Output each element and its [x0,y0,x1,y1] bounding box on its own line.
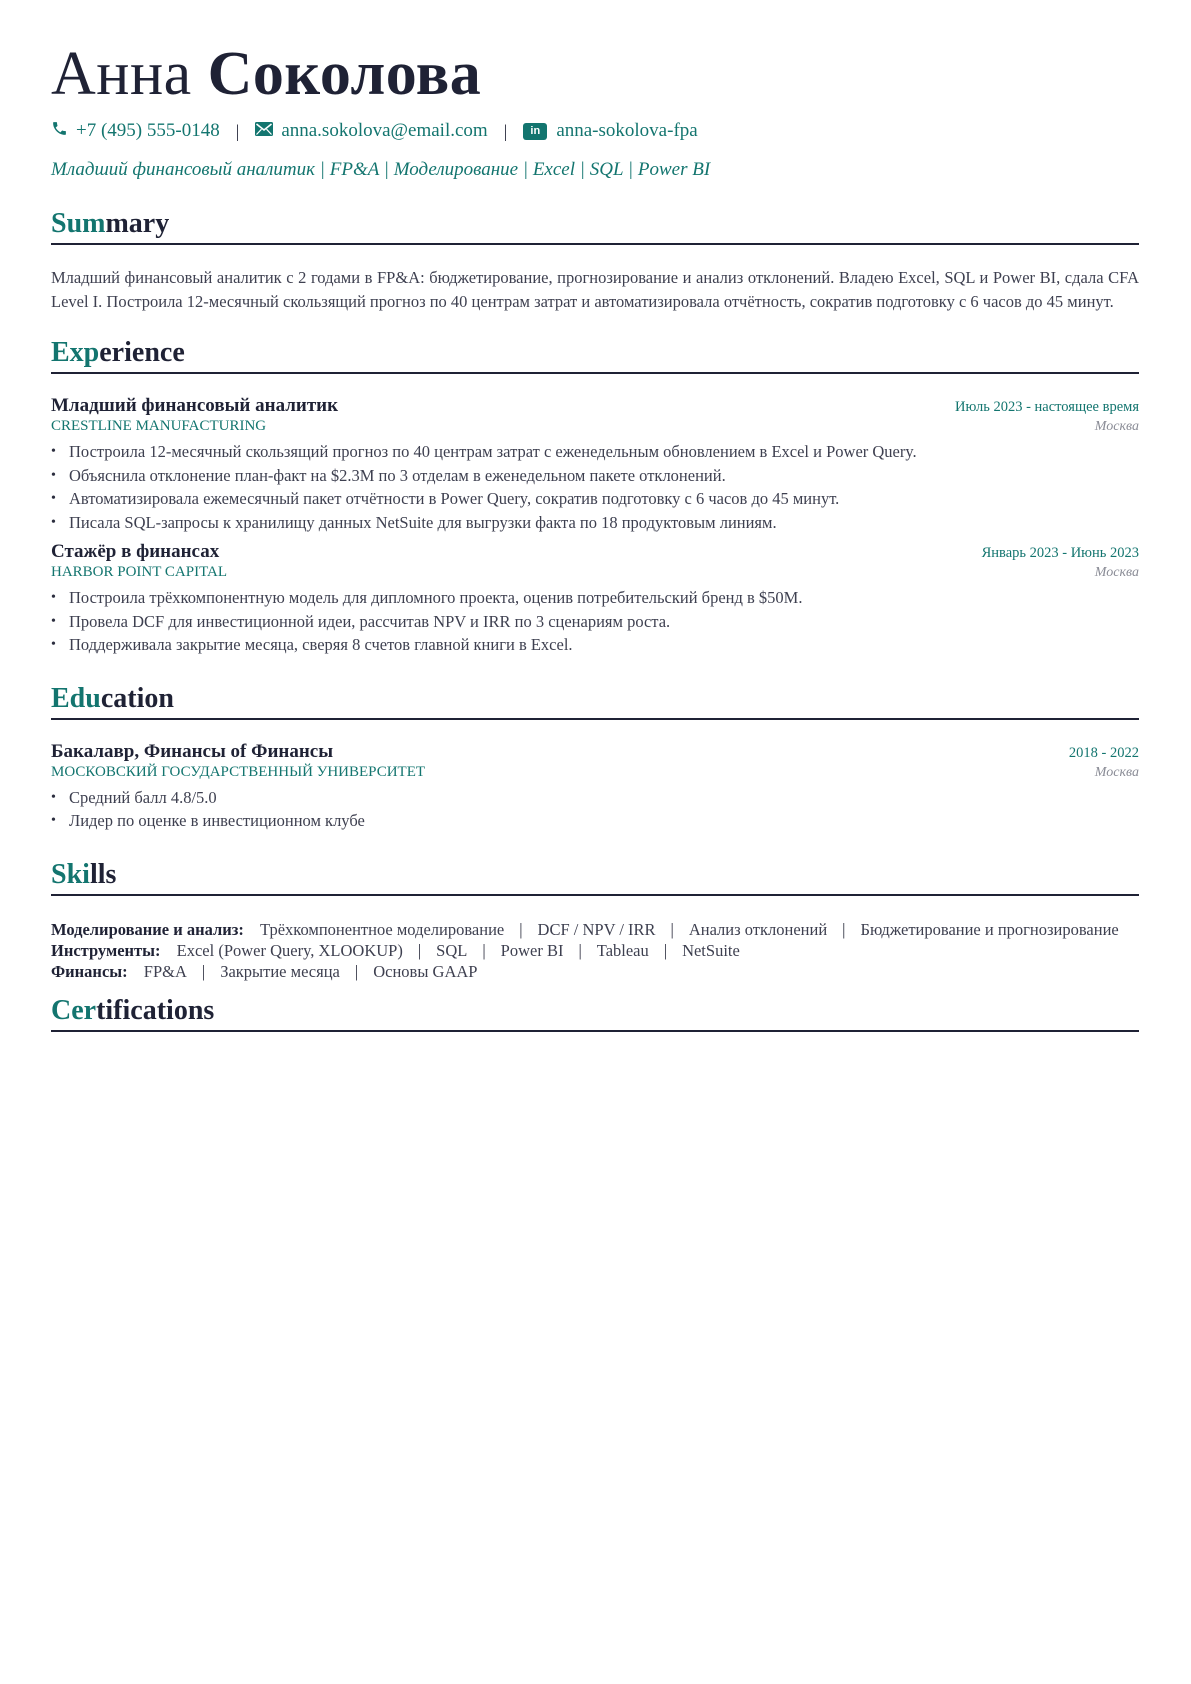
headline-tagline: Младший финансовый аналитик | FP&A | Моделирование | Excel | SQL | Power BI [51,159,711,180]
list-item: • Объяснила отклонение план-факт на $2.3M по 3 отделам в еженедельном пакете отклонений. [51,464,1139,488]
skill-item: Анализ отклонений [688,919,828,939]
skills-list [51,919,1139,982]
skill-item: NetSuite [682,940,740,960]
linkedin-icon: in [523,123,547,140]
skill-row [51,919,1139,940]
list-item: • Писала SQL-запросы к хранилищу данных NetSuite для выгрузки факта по 18 продуктовым линиям. [51,511,1139,535]
education-location: Москва [1094,764,1139,780]
skill-item: Power BI [500,940,564,960]
linkedin-text: anna-sokolova-fpa [556,120,698,141]
job-dates: Июль 2023 - настоящее время [955,399,1139,415]
candidate-name [51,38,1139,110]
skill-separator: | [482,940,486,960]
contact-separator: | [235,120,240,141]
skill-item: Основы GAAP [373,961,478,981]
education-bullets [51,786,1139,833]
skill-item: Tableau [596,940,649,960]
contact-line [51,118,1139,144]
skill-item: Бюджетирование и прогнозирование [860,919,1119,939]
phone-contact[interactable] [51,120,220,143]
list-item: • Средний балл 4.8/5.0 [51,786,1139,810]
education-dates: 2018 - 2022 [1068,744,1139,761]
skill-item: SQL [436,940,468,960]
skill-separator: | [578,940,582,960]
summary-section [51,207,1139,313]
first-name: Анна [51,40,192,108]
experience-entry [51,395,1139,534]
degree-title: Бакалавр, Финансы of Финансы [51,740,334,762]
skill-category: Финансы: [51,961,128,981]
summary-text: Младший финансовый аналитик с 2 годами в FP&A: бюджетирование, прогнозирование и анализ отклонений. Владею Excel, SQL и Power BI, сдала CFA Level I. Построила 12-месячный скользящий прогноз по 40 центрам затрат и автоматизировала отчётность, сократив подготовку с 6 часов до 45 минут. [51,268,1139,311]
certifications-heading: Certifications [51,994,1139,1032]
list-item: • Построила 12-месячный скользящий прогноз по 40 центрам затрат с еженедельным обновлением в Excel и Power Query. [51,440,1139,464]
certifications-section [51,994,1139,1032]
list-item: • Поддерживала закрытие месяца, сверяя 8 счетов главной книги в Excel. [51,633,1139,657]
skill-category: Моделирование и анализ: [51,919,244,939]
email-contact[interactable] [255,120,487,142]
envelope-icon [255,120,273,142]
job-location: Москва [1094,419,1139,434]
list-item: • Провела DCF для инвестиционной идеи, рассчитав NPV и IRR по 3 сценариям роста. [51,610,1139,634]
skills-heading: Skills [51,858,1139,896]
education-section [51,682,1139,833]
skill-item: Закрытие месяца [220,961,340,981]
skill-separator: | [519,919,523,939]
list-item: • Лидер по оценке в инвестиционном клубе [51,809,1139,833]
skill-item: FP&A [143,961,187,981]
skills-section [51,858,1139,982]
skill-item: DCF / NPV / IRR [537,919,656,939]
education-heading: Education [51,682,1139,720]
job-location: Москва [1094,565,1139,580]
skill-separator: | [354,961,359,981]
linkedin-contact[interactable] [523,120,697,142]
job-title: Стажёр в финансах [51,541,220,562]
skill-item: Трёхкомпонентное моделирование [260,919,505,939]
list-item: • Построила трёхкомпонентную модель для дипломного проекта, оценив потребительский бренд в $50M. [51,586,1139,610]
phone-text: +7 (495) 555-0148 [76,120,220,141]
skill-category: Инструменты: [51,940,161,960]
job-bullets [51,440,1139,534]
company-name: HARBOR POINT CAPITAL [51,564,228,580]
skill-separator: | [201,961,206,981]
phone-icon [51,120,68,143]
skill-separator: | [670,919,674,939]
job-dates: Январь 2023 - Июнь 2023 [981,545,1139,561]
skill-row [51,961,1139,982]
job-title: Младший финансовый аналитик [51,395,339,416]
last-name: Соколова [207,40,482,108]
skill-item: Excel (Power Query, XLOOKUP) [176,940,403,960]
skill-separator: | [417,940,422,960]
email-text: anna.sokolova@email.com [281,120,488,141]
education-entry [51,741,1139,833]
experience-section [51,336,1139,657]
skill-separator: | [842,919,846,939]
job-bullets [51,586,1139,657]
summary-heading: Summary [51,207,1139,245]
skill-separator: | [663,940,668,960]
university-name: МОСКОВСКИЙ ГОСУДАРСТВЕННЫЙ УНИВЕРСИТЕТ [51,763,426,780]
experience-heading: Experience [51,336,1139,374]
contact-separator: | [503,120,508,141]
list-item: • Автоматизировала ежемесячный пакет отчётности в Power Query, сократив подготовку с 6 часов до 45 минут. [51,487,1139,511]
experience-entry [51,541,1139,657]
company-name: CRESTLINE MANUFACTURING [51,418,267,434]
skill-row [51,940,1139,961]
